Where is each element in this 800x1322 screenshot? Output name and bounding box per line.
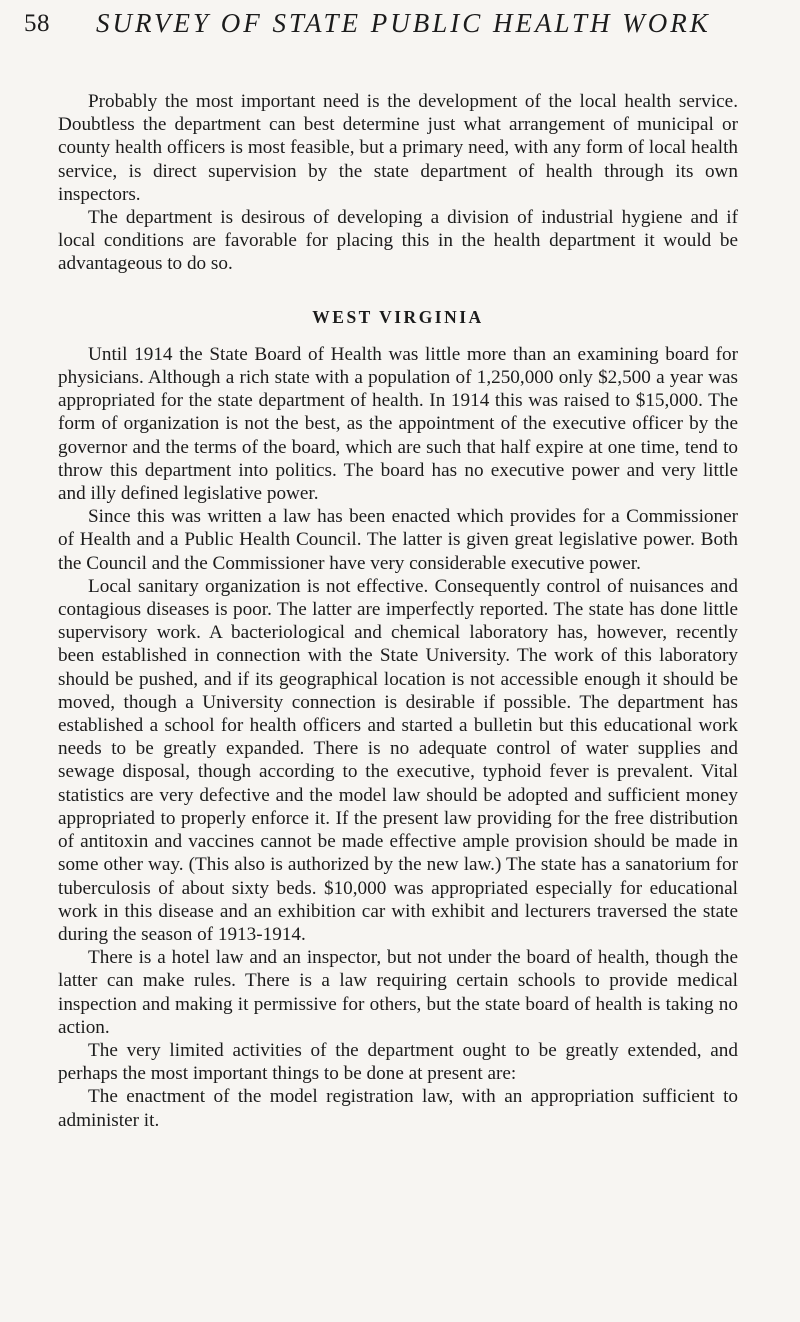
paragraph: Since this was written a law has been enacted which provides for a Commissioner of Health and a Public Health Council. The latter is given great legislative power. Both the Council and the Commissioner have very considerable executive power.	[58, 506, 738, 574]
running-title: SURVEY OF STATE PUBLIC HEALTH WORK	[96, 8, 711, 38]
page-number: 58	[24, 10, 50, 37]
paragraph: The enactment of the model registration law, with an appropriation sufficient to administer it.	[58, 1086, 738, 1131]
body-text	[58, 90, 738, 1132]
paragraph: Probably the most important need is the development of the local health service. Doubtless the department can best determine just what arrangement of municipal or county health officers is most feasible, but a primary need, with any form of local health service, is direct supervision by the state department of health through its own inspectors.	[58, 91, 738, 205]
running-head	[24, 6, 738, 50]
paragraph: The very limited activities of the department ought to be greatly extended, and perhaps the most important things to be done at present are:	[58, 1039, 738, 1085]
paragraph: Local sanitary organization is not effective. Consequently control of nuisances and contagious diseases is poor. The latter are imperfectly reported. The state has done little supervisory work. A bacteriological and chemical laboratory has, however, recently been established in connection with the State University. The work of this laboratory should be pushed, and if its geographical location is not accessible enough it should be moved, though a University connection is desirable if possible. The department has established a school for health officers and started a bulletin but this educational work needs to be greatly expanded. There is no adequate control of water supplies and sewage disposal, though according to the executive, typhoid fever is prevalent. Vital statistics are very defective and the model law should be adopted and sufficient money appropriated to properly enforce it. If the present law providing for the free distribution of antitoxin and vaccines cannot be made effective ample provision should be made in some other way. (This also is authorized by the new law.) The state has a sanatorium for tuberculosis of about sixty beds. $10,000 was appropriated especially for educational work in this disease and an exhibition car with exhibit and lecturers traversed the state during the season of 1913-1914.	[58, 575, 738, 945]
paragraph: There is a hotel law and an inspector, but not under the board of health, though the latter can make rules. There is a law requiring certain schools to provide medical inspection and making it permissive for others, but the state board of health is taking no action.	[58, 947, 738, 1038]
paragraph: Until 1914 the State Board of Health was little more than an examining board for physicians. Although a rich state with a population of 1,250,000 only $2,500 a year was appropriated for the state department of health. In 1914 this was raised to $15,000. The form of organization is not the best, as the appointment of the executive officer by the governor and the terms of the board, which are such that half expire at one time, tend to throw this department into politics. The board has no executive power and very little and illy defined legislative power.	[58, 343, 738, 505]
section-heading: WEST VIRGINIA	[312, 306, 484, 327]
paragraph: The department is desirous of developing a division of industrial hygiene and if local conditions are favorable for placing this in the health department it would be advantageous to do so.	[58, 207, 738, 275]
